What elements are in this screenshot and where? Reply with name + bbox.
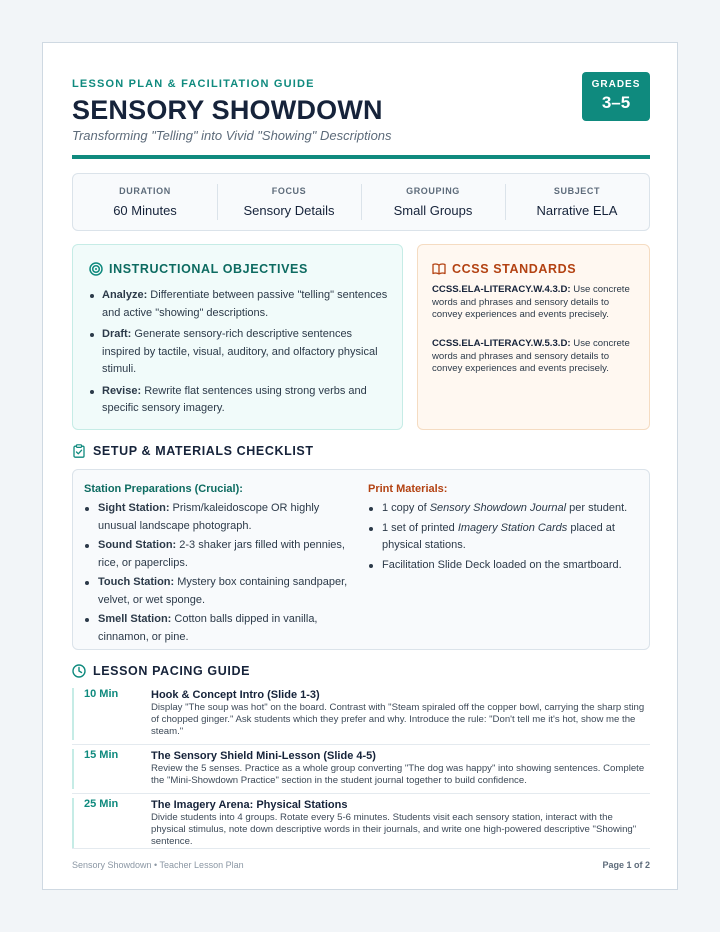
pacing-time: 10 Min: [84, 688, 119, 700]
standard-text: Use concrete words and phrases and sensory details to convey experiences and events precisely.: [432, 338, 630, 374]
lesson-info-bar: [72, 173, 650, 231]
objectives-heading: [89, 262, 308, 276]
page-title: SENSORY SHOWDOWN: [72, 95, 383, 125]
pacing-title: Hook & Concept Intro (Slide 1-3): [151, 689, 320, 701]
standard-code: CCSS.ELA-LITERACY.W.4.3.D:: [432, 284, 571, 295]
pacing-row: [72, 749, 650, 789]
info-value: Small Groups: [393, 203, 473, 218]
list-item: [89, 383, 389, 418]
pacing-time: 25 Min: [84, 798, 119, 810]
list-item: [89, 326, 389, 379]
info-label: FOCUS: [271, 186, 307, 196]
info-focus: [217, 174, 361, 230]
standards-heading-text: CCSS STANDARDS: [452, 262, 577, 276]
print-text: placed at physical stations.: [382, 521, 615, 551]
pacing-divider: [72, 744, 650, 745]
print-title: Imagery Station Cards: [457, 521, 568, 534]
info-value: Sensory Details: [243, 203, 335, 218]
info-duration: [73, 174, 217, 230]
list-item: [84, 574, 354, 609]
print-text: 1 set of printed: [382, 521, 458, 534]
materials-heading-text: SETUP & MATERIALS CHECKLIST: [93, 444, 314, 458]
pacing-row: [72, 798, 650, 848]
clipboard-check-icon: [72, 444, 86, 458]
info-value: Narrative ELA: [536, 203, 618, 218]
list-item: [368, 557, 643, 575]
info-label: SUBJECT: [553, 186, 601, 196]
pacing-title: The Imagery Arena: Physical Stations: [151, 799, 348, 811]
eyebrow-label: LESSON PLAN & FACILITATION GUIDE: [72, 78, 315, 90]
print-text: 1 copy of: [382, 502, 430, 514]
objective-term: Revise:: [102, 384, 142, 397]
pacing-heading: [72, 664, 250, 678]
print-materials-title: Print Materials:: [368, 483, 448, 495]
materials-panel: [72, 469, 650, 650]
header-divider: [72, 155, 650, 159]
station-prep-list: [84, 500, 354, 648]
station-term: Sight Station:: [98, 502, 170, 514]
grade-badge: [582, 72, 650, 121]
station-term: Sound Station:: [98, 539, 177, 551]
objective-text: Rewrite flat sentences using strong verbs and specific sensory imagery.: [102, 384, 367, 414]
pacing-time: 15 Min: [84, 749, 119, 761]
pacing-description: Divide students into 4 groups. Rotate every 5-6 minutes. Students visit each sensory station, interact with the physical stimulus, note down descriptive words in their journals, and write one high-powered descriptive "Showing" sentence.: [151, 812, 637, 847]
list-item: [368, 520, 643, 555]
objectives-panel: [72, 244, 403, 430]
print-materials-list: [368, 500, 643, 576]
info-label: DURATION: [119, 186, 171, 196]
print-text: Facilitation Slide Deck loaded on the smartboard.: [382, 558, 622, 571]
info-label: GROUPING: [406, 186, 460, 196]
materials-heading: [72, 444, 314, 458]
list-item: [84, 611, 354, 646]
pacing-row: [72, 688, 650, 740]
pacing-bar: [72, 688, 74, 740]
target-icon: [89, 262, 103, 276]
standards-panel: [417, 244, 650, 430]
list-item: [368, 500, 643, 518]
standard-item: [432, 284, 638, 322]
book-icon: [432, 262, 446, 276]
standard-code: CCSS.ELA-LITERACY.W.5.3.D:: [432, 338, 571, 349]
objective-text: Generate sensory-rich descriptive sentences inspired by tactile, visual, auditory, and olfactory physical stimuli.: [102, 328, 378, 375]
standard-item: [432, 338, 638, 376]
standard-text: Use concrete words and phrases and sensory details to convey experiences and events precisely.: [432, 284, 630, 320]
objective-term: Analyze:: [102, 289, 148, 301]
grade-badge-label: GRADES: [591, 79, 641, 90]
objective-term: Draft:: [102, 328, 132, 340]
page-content: [72, 43, 650, 870]
pacing-divider: [72, 793, 650, 794]
station-text: 2-3 shaker jars filled with pennies, rice, or paperclips.: [98, 539, 345, 569]
pacing-body: [151, 749, 650, 787]
pacing-description: Display "The soup was hot" on the board. Contrast with "Steam spiraled off the copper bowl, carrying the sharp sting of chopped ginger." Ask students which they prefer and why. Introduce the rule: "Don't tell me it's hot, show me the steam.": [151, 702, 645, 737]
standards-heading: [432, 262, 576, 276]
footer-divider: [72, 848, 650, 849]
pacing-title: The Sensory Shield Mini-Lesson (Slide 4-5): [151, 750, 376, 762]
pacing-body: [151, 688, 650, 738]
page-header: [72, 43, 650, 159]
footer-page-number: Page 1 of 2: [602, 860, 650, 870]
objective-text: Differentiate between passive "telling" sentences and active "showing" descriptions.: [102, 289, 388, 319]
station-text: Mystery box containing sandpaper, velvet, or wet sponge.: [98, 576, 348, 606]
station-prep-title: Station Preparations (Crucial):: [84, 483, 243, 495]
station-term: Touch Station:: [98, 576, 175, 588]
objectives-list: [89, 287, 389, 422]
grade-badge-value: 3–5: [601, 93, 631, 112]
pacing-body: [151, 798, 650, 848]
pacing-bar: [72, 749, 74, 789]
clock-icon: [72, 664, 86, 678]
page-subtitle: Transforming "Telling" into Vivid "Showing" Descriptions: [72, 128, 392, 143]
pacing-description: Review the 5 senses. Practice as a whole group converting "The dog was happy" into showing sentences. Complete the "Mini-Showdown Practice" section in the student journal together to build confidence.: [151, 763, 645, 786]
print-title: Sensory Showdown Journal: [429, 502, 567, 514]
print-text: per student.: [566, 502, 628, 514]
list-item: [89, 287, 389, 322]
info-subject: [505, 174, 649, 230]
pacing-bar: [72, 798, 74, 848]
footer-doc-title: Sensory Showdown • Teacher Lesson Plan: [72, 860, 244, 870]
lesson-plan-page: [42, 42, 678, 890]
pacing-heading-text: LESSON PACING GUIDE: [93, 664, 251, 678]
station-text: Prism/kaleidoscope OR highly unusual landscape photograph.: [98, 502, 320, 532]
list-item: [84, 500, 354, 535]
station-text: Cotton balls dipped in vanilla, cinnamon, or pine.: [98, 613, 318, 643]
list-item: [84, 537, 354, 572]
info-grouping: [361, 174, 505, 230]
info-value: 60 Minutes: [113, 203, 177, 218]
objectives-heading-text: INSTRUCTIONAL OBJECTIVES: [109, 262, 308, 276]
station-term: Smell Station:: [98, 613, 172, 625]
